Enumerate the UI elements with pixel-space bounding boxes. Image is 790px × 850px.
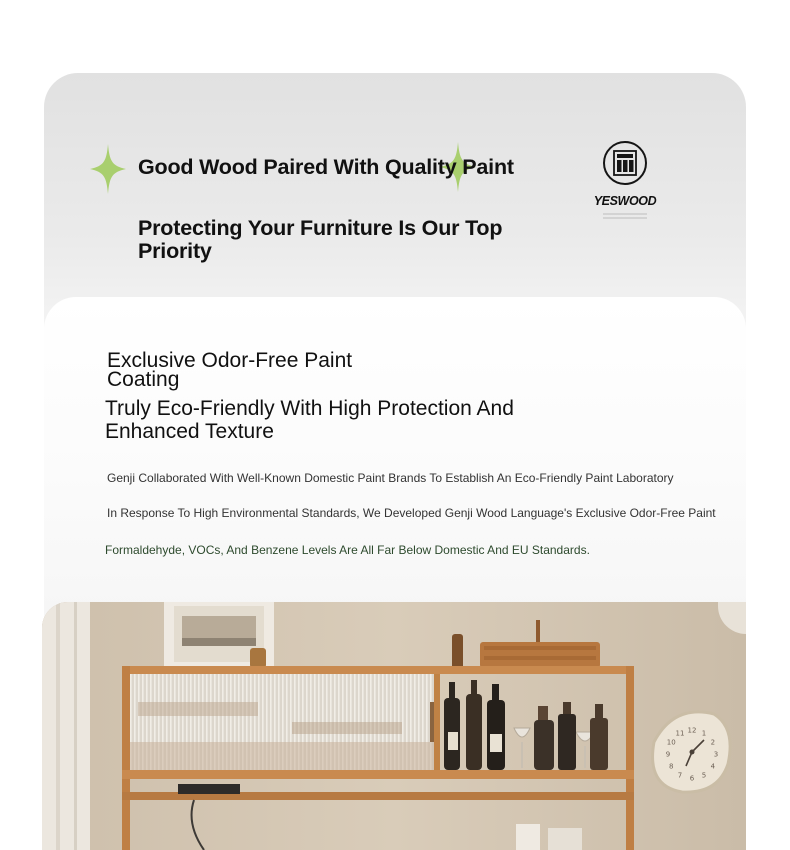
feature-paragraph: Formaldehyde, VOCs, And Benzene Levels Are All Far Below Domestic And EU Standards. — [105, 543, 590, 557]
header-subtitle: Protecting Your Furniture Is Our Top Priority — [138, 216, 503, 263]
product-photo — [42, 602, 746, 850]
header-title: Good Wood Paired With Quality Paint — [138, 155, 514, 179]
feature-paragraph: In Response To High Environmental Standards, We Developed Genji Wood Language's Exclusive Odor-Free Paint — [107, 506, 716, 520]
clock-numeral: 12 — [687, 726, 697, 735]
sparkle-icon — [90, 144, 126, 194]
clock-numeral: 1 — [701, 729, 707, 738]
feature-subtitle: Truly Eco-Friendly With High Protection And Enhanced Texture — [105, 397, 514, 443]
clock-numeral: 9 — [665, 750, 671, 759]
feature-paragraph: Genji Collaborated With Well-Known Domestic Paint Brands To Establish An Eco-Friendly Paint Laboratory — [107, 471, 674, 485]
feature-panel — [44, 297, 746, 617]
clock-numeral: 11 — [675, 729, 685, 738]
clock-numeral: 5 — [701, 771, 707, 780]
brand-name: YESWOOD — [593, 194, 657, 208]
clock-numeral: 6 — [689, 774, 695, 783]
feature-title: Exclusive Odor-Free Paint Coating — [107, 349, 353, 391]
clock-numeral: 2 — [710, 738, 716, 747]
logo-circle — [603, 141, 647, 185]
clock-numeral: 10 — [666, 738, 676, 747]
clock-numeral: 8 — [668, 762, 674, 771]
clock-numeral: 4 — [710, 762, 716, 771]
cabinet-icon — [605, 143, 645, 183]
clock-numeral: 7 — [677, 771, 683, 780]
clock-numeral: 3 — [713, 750, 719, 759]
brand-tagline-graphic — [603, 211, 647, 223]
brand-logo — [592, 140, 658, 230]
